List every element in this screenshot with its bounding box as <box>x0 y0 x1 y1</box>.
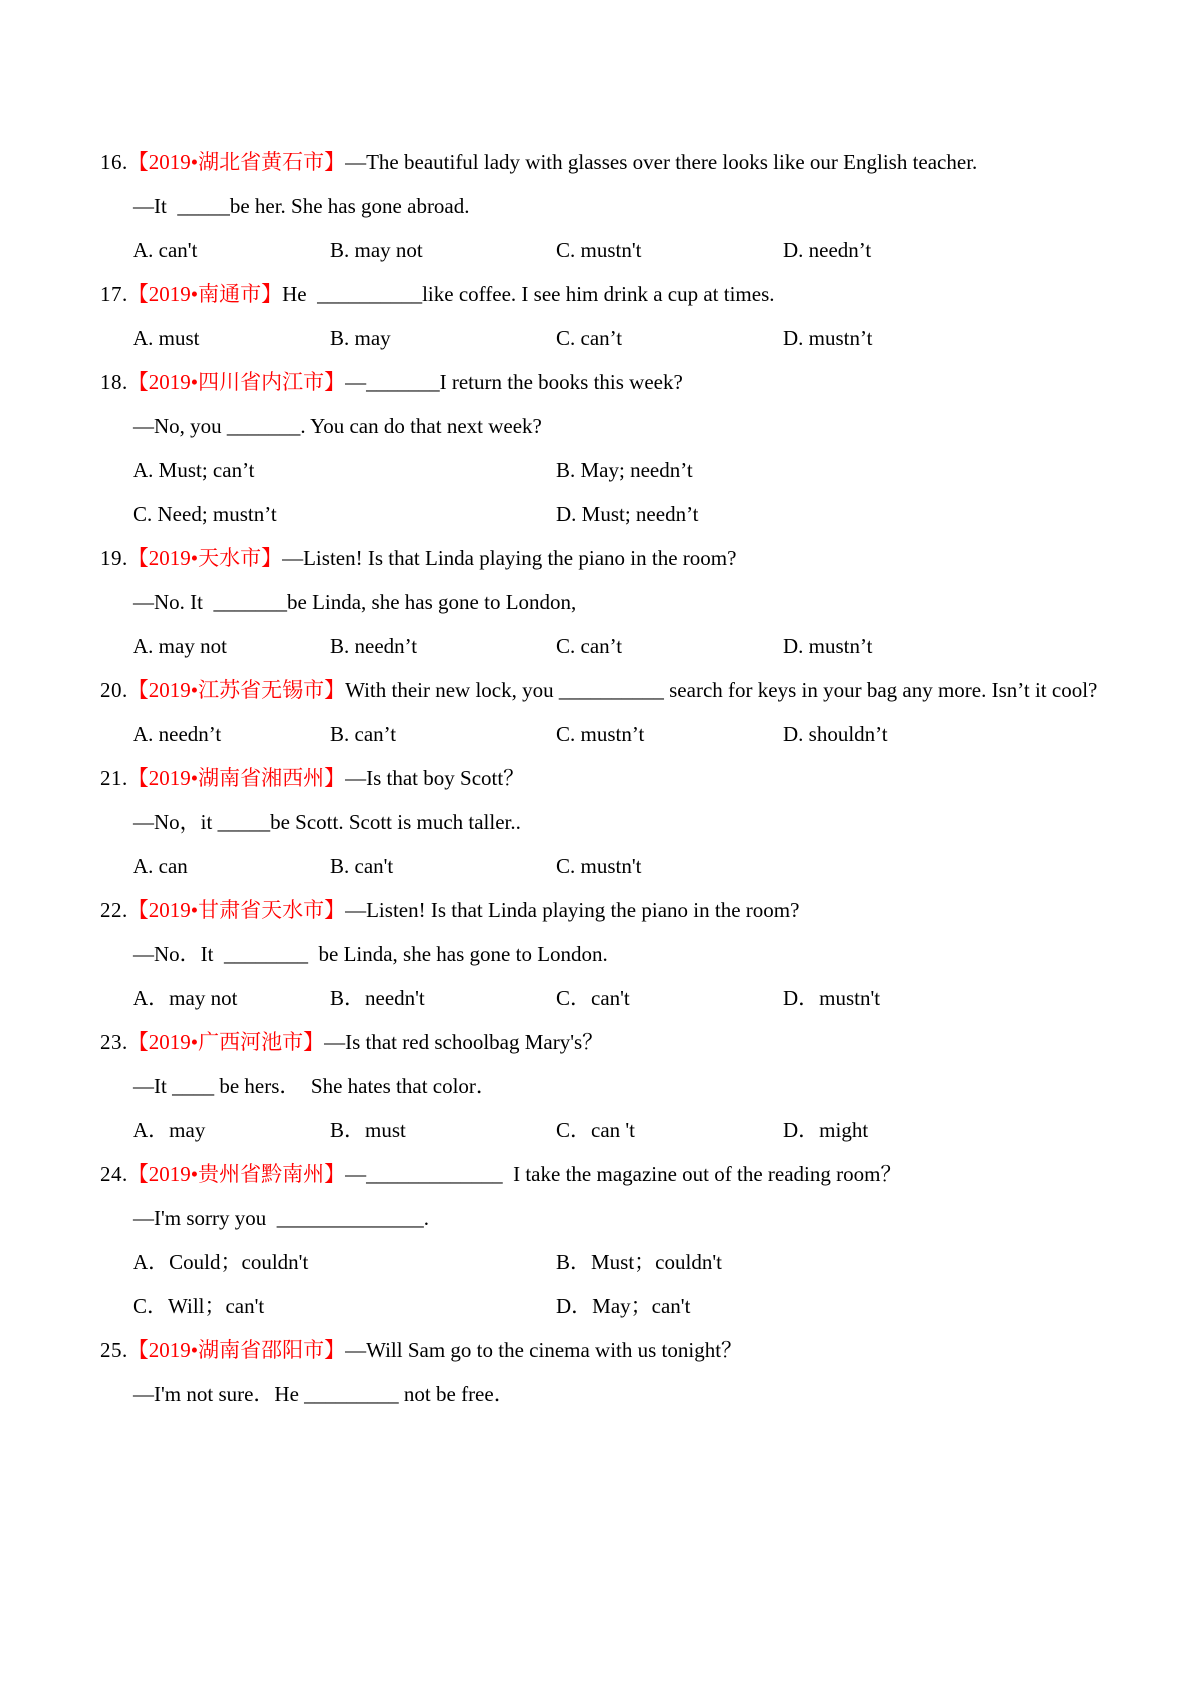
question-number: 23. <box>100 1030 128 1054</box>
option: C．Will；can't <box>133 1294 265 1318</box>
option: B．needn't <box>330 986 425 1010</box>
question-number: 19. <box>100 546 128 570</box>
question-item <box>100 360 1170 536</box>
question-lead-line <box>100 668 1170 712</box>
options-row <box>133 976 1170 1020</box>
question-item <box>100 272 1170 360</box>
question-line: —No，it _____be Scott. Scott is much taller.. <box>133 810 521 834</box>
question-source-tag: 【2019•湖南省湘西州】 <box>127 766 346 790</box>
question-item <box>100 140 1170 272</box>
option: C. can’t <box>556 326 623 350</box>
option: B. may <box>330 326 391 350</box>
option: B. can't <box>330 854 394 878</box>
option: A. can <box>133 854 188 878</box>
options-row <box>133 844 1170 888</box>
question-item <box>100 1328 1170 1416</box>
options-row <box>133 492 1170 536</box>
question-source-tag: 【2019•天水市】 <box>127 546 283 570</box>
options-row <box>133 228 1170 272</box>
question-number: 18. <box>100 370 128 394</box>
question-number: 21. <box>100 766 128 790</box>
question-source-tag: 【2019•贵州省黔南州】 <box>127 1162 346 1186</box>
option: D. mustn’t <box>783 634 873 658</box>
question-item <box>100 888 1170 1020</box>
question-line: —I'm sorry you ______________. <box>133 1206 430 1230</box>
question-lead-line <box>100 1020 1170 1064</box>
question-lead-line <box>100 888 1170 932</box>
question-line: —It ____ be hers． She hates that color． <box>133 1074 497 1098</box>
question-lead-line <box>100 1152 1170 1196</box>
option: C. mustn't <box>556 238 642 262</box>
question-item <box>100 1152 1170 1328</box>
options-row <box>133 448 1170 492</box>
options-row <box>133 1108 1170 1152</box>
option: A．may not <box>133 986 238 1010</box>
question-lead-text: He __________like coffee. I see him drink a cup at times. <box>282 282 775 306</box>
option: D. mustn’t <box>783 326 873 350</box>
question-lead-line <box>100 756 1170 800</box>
question-number: 16. <box>100 150 128 174</box>
options-row <box>133 624 1170 668</box>
option: A．may <box>133 1118 206 1142</box>
option: D．mustn't <box>783 986 881 1010</box>
option: D. shouldn’t <box>783 722 888 746</box>
question-source-tag: 【2019•甘肃省天水市】 <box>127 898 346 922</box>
question-line: —No. It _______be Linda, she has gone to London, <box>133 590 577 614</box>
question-number: 24. <box>100 1162 128 1186</box>
question-line: —I'm not sure．He _________ not be free． <box>133 1382 515 1406</box>
question-lead-line <box>100 1328 1170 1372</box>
question-source-tag: 【2019•湖南省邵阳市】 <box>127 1338 346 1362</box>
option: C. mustn't <box>556 854 642 878</box>
question-item <box>100 1020 1170 1152</box>
option: B．Must；couldn't <box>556 1250 722 1274</box>
option: C. Need; mustn’t <box>133 502 277 526</box>
question-lead-line <box>100 360 1170 404</box>
question-lead-line <box>100 140 1170 184</box>
option: B. needn’t <box>330 634 418 658</box>
question-lead-line <box>100 536 1170 580</box>
option: A. Must; can’t <box>133 458 255 482</box>
question-item <box>100 668 1170 756</box>
question-source-tag: 【2019•四川省内江市】 <box>127 370 346 394</box>
question-item <box>100 756 1170 888</box>
question-source-tag: 【2019•南通市】 <box>127 282 283 306</box>
question-lead-text: —Is that boy Scott？ <box>345 766 525 790</box>
question-lead-text: —Will Sam go to the cinema with us tonight？ <box>345 1338 743 1362</box>
question-lead-text: —Listen! Is that Linda playing the piano in the room? <box>282 546 737 570</box>
question-item <box>100 536 1170 668</box>
question-lead-text: —_____________ I take the magazine out of the reading room？ <box>345 1162 902 1186</box>
options-row <box>133 712 1170 756</box>
option: C. mustn’t <box>556 722 645 746</box>
option: B. may not <box>330 238 423 262</box>
option: A. may not <box>133 634 227 658</box>
question-line: —It _____be her. She has gone abroad. <box>133 194 470 218</box>
options-row <box>133 316 1170 360</box>
question-number: 22. <box>100 898 128 922</box>
option: A. can't <box>133 238 198 262</box>
option: A. must <box>133 326 200 350</box>
question-lead-text: —Listen! Is that Linda playing the piano in the room? <box>345 898 800 922</box>
option: C. can’t <box>556 634 623 658</box>
option: D．might <box>783 1118 869 1142</box>
option: A. needn’t <box>133 722 222 746</box>
question-source-tag: 【2019•广西河池市】 <box>127 1030 325 1054</box>
question-line: —No．It ________ be Linda, she has gone to London. <box>133 942 608 966</box>
option: D. needn’t <box>783 238 872 262</box>
option: C．can 't <box>556 1118 636 1142</box>
question-number: 25. <box>100 1338 128 1362</box>
question-lead-text: —The beautiful lady with glasses over there looks like our English teacher. <box>345 150 978 174</box>
question-source-tag: 【2019•江苏省无锡市】 <box>127 678 346 702</box>
question-lead-text: —Is that red schoolbag Mary's？ <box>324 1030 604 1054</box>
option: D．May；can't <box>556 1294 691 1318</box>
question-list <box>100 140 1170 1416</box>
question-lead-line <box>100 272 1170 316</box>
question-number: 17. <box>100 282 128 306</box>
options-row <box>133 1240 1170 1284</box>
question-lead-text: —_______I return the books this week? <box>345 370 683 394</box>
question-number: 20. <box>100 678 128 702</box>
option: B. May; needn’t <box>556 458 693 482</box>
option: B. can’t <box>330 722 397 746</box>
question-lead-text: With their new lock, you __________ search for keys in your bag any more. Isn’t it cool? <box>345 678 1098 702</box>
question-source-tag: 【2019•湖北省黄石市】 <box>127 150 346 174</box>
question-line: —No, you _______. You can do that next week? <box>133 414 542 438</box>
option: D. Must; needn’t <box>556 502 699 526</box>
option: A．Could；couldn't <box>133 1250 309 1274</box>
option: C．can't <box>556 986 630 1010</box>
options-row <box>133 1284 1170 1328</box>
option: B．must <box>330 1118 406 1142</box>
